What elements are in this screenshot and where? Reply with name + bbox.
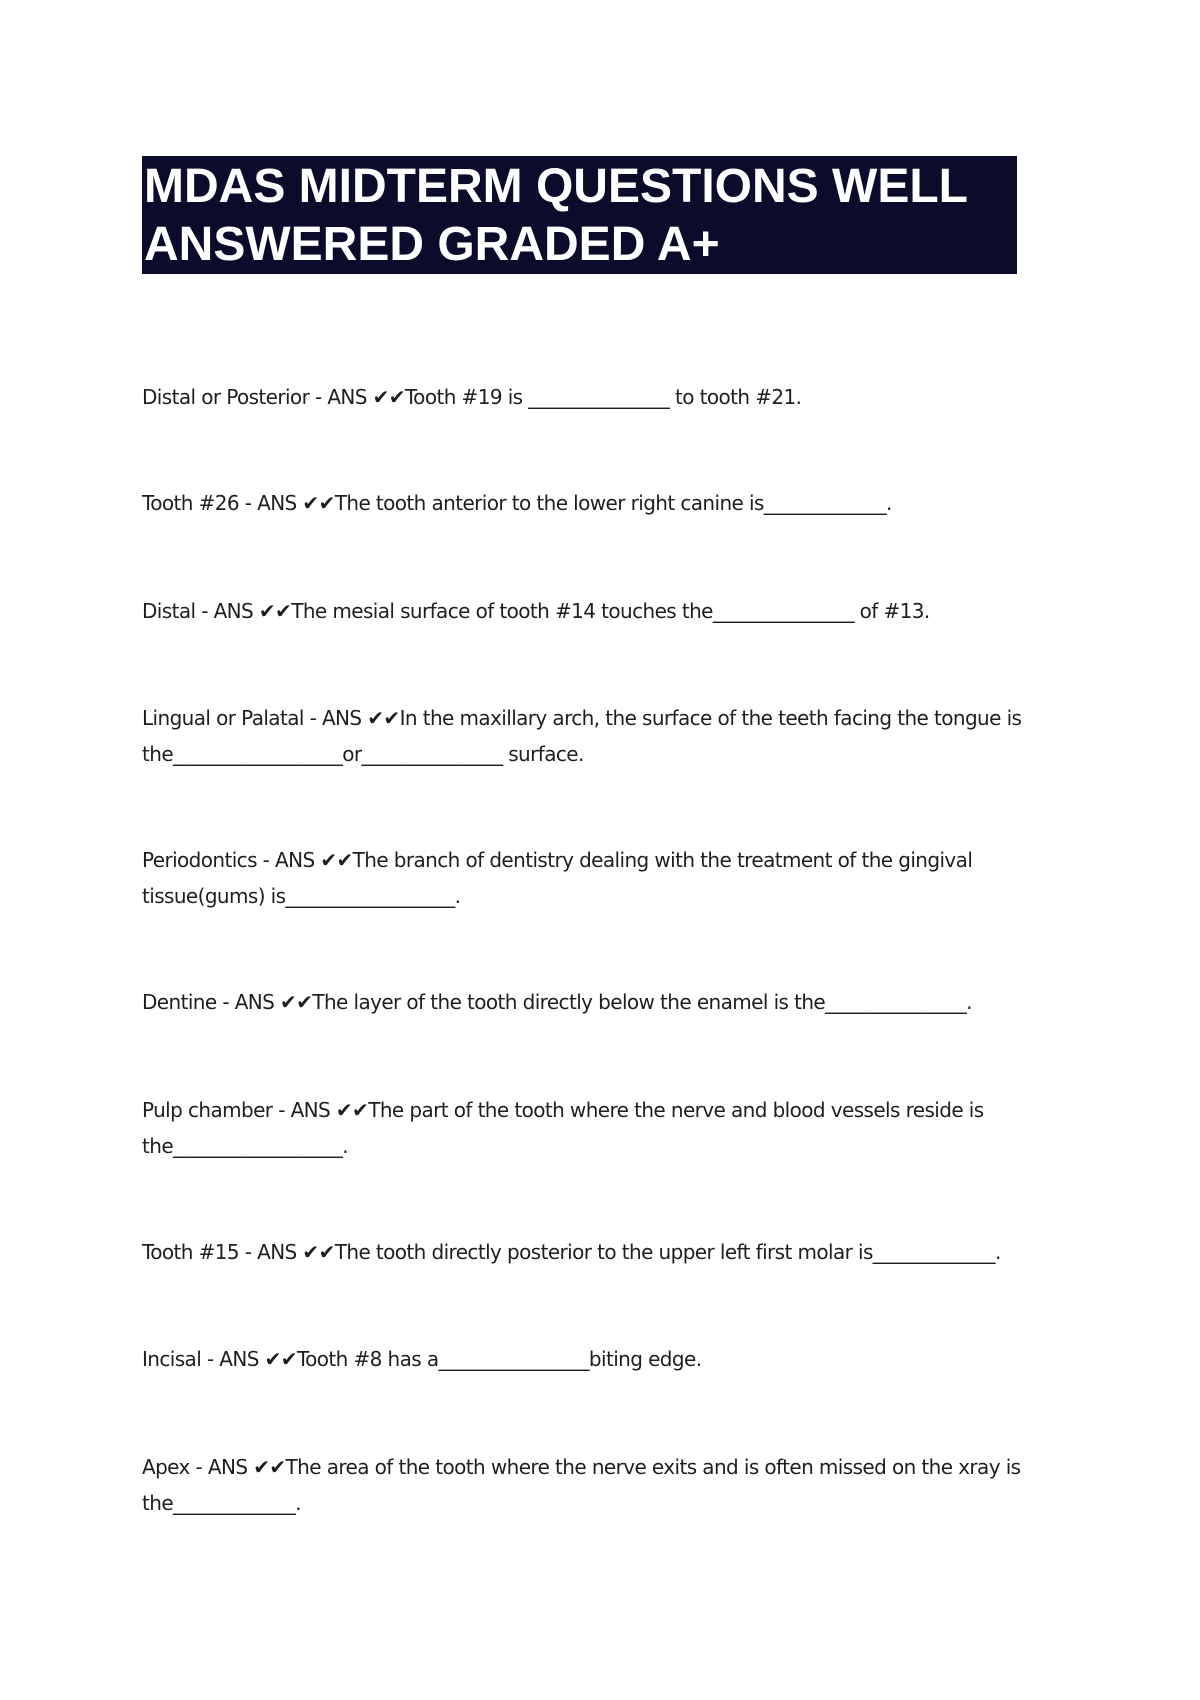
qa-item-5 bbox=[142, 842, 1042, 914]
answer-text: Dentine bbox=[142, 990, 217, 1014]
qa-item-3 bbox=[142, 593, 1042, 629]
answer-text: Periodontics bbox=[142, 848, 257, 872]
answer-text: Distal bbox=[142, 599, 196, 623]
ans-separator: - ANS bbox=[256, 848, 321, 872]
qa-item-9 bbox=[142, 1341, 1042, 1377]
answer-text: Distal or Posterior bbox=[142, 385, 310, 409]
document-title-line-1: MDAS MIDTERM QUESTIONS WELL bbox=[144, 160, 968, 213]
ans-separator: - ANS bbox=[189, 1455, 254, 1479]
qa-item-4 bbox=[142, 700, 1042, 772]
qa-item-10 bbox=[142, 1449, 1042, 1521]
double-check-icon: ✔✔ bbox=[253, 1455, 286, 1479]
ans-separator: - ANS bbox=[272, 1098, 336, 1122]
document-title-banner bbox=[142, 156, 1017, 274]
question-text: The layer of the tooth directly below the enamel is the_______________. bbox=[312, 990, 972, 1014]
double-check-icon: ✔✔ bbox=[302, 491, 335, 515]
answer-text: Apex bbox=[142, 1455, 190, 1479]
double-check-icon: ✔✔ bbox=[264, 1347, 297, 1371]
double-check-icon: ✔✔ bbox=[258, 599, 292, 623]
ans-separator: - ANS bbox=[238, 491, 303, 515]
question-text: In the maxillary arch, the surface of the teeth facing the tongue is the__________________or_______________ surface. bbox=[142, 706, 1022, 766]
qa-item-6 bbox=[142, 984, 1042, 1020]
document-title-line-2: ANSWERED GRADED A+ bbox=[144, 218, 720, 271]
answer-text: Tooth #15 bbox=[142, 1240, 239, 1264]
qa-item-1 bbox=[142, 379, 1042, 415]
double-check-icon: ✔✔ bbox=[320, 848, 353, 872]
qa-item-2 bbox=[142, 485, 1042, 521]
ans-separator: - ANS bbox=[238, 1240, 303, 1264]
double-check-icon: ✔✔ bbox=[280, 990, 313, 1014]
question-text: Tooth #19 is _______________ to tooth #21. bbox=[404, 385, 802, 409]
qa-item-8 bbox=[142, 1234, 1042, 1270]
double-check-icon: ✔✔ bbox=[367, 706, 400, 730]
qa-item-7 bbox=[142, 1092, 1042, 1164]
ans-separator: - ANS bbox=[201, 1347, 265, 1371]
question-text: The area of the tooth where the nerve exits and is often missed on the xray is the_____________. bbox=[142, 1455, 1021, 1515]
double-check-icon: ✔✔ bbox=[372, 385, 405, 409]
answer-text: Pulp chamber bbox=[142, 1098, 273, 1122]
question-text: The tooth directly posterior to the upper left first molar is_____________. bbox=[334, 1240, 1001, 1264]
answer-text: Incisal bbox=[142, 1347, 202, 1371]
double-check-icon: ✔✔ bbox=[302, 1240, 335, 1264]
ans-separator: - ANS bbox=[309, 385, 373, 409]
ans-separator: - ANS bbox=[303, 706, 368, 730]
question-text: The mesial surface of tooth #14 touches the_______________ of #13. bbox=[291, 599, 930, 623]
question-text: The part of the tooth where the nerve and blood vessels reside is the__________________. bbox=[142, 1098, 984, 1158]
ans-separator: - ANS bbox=[195, 599, 259, 623]
question-text: The branch of dentistry dealing with the treatment of the gingival tissue(gums) is__________________. bbox=[142, 848, 973, 908]
double-check-icon: ✔✔ bbox=[335, 1098, 369, 1122]
question-text: Tooth #8 has a________________biting edge. bbox=[296, 1347, 702, 1371]
question-text: The tooth anterior to the lower right canine is_____________. bbox=[334, 491, 892, 515]
answer-text: Lingual or Palatal bbox=[142, 706, 304, 730]
answer-text: Tooth #26 bbox=[142, 491, 239, 515]
ans-separator: - ANS bbox=[216, 990, 280, 1014]
